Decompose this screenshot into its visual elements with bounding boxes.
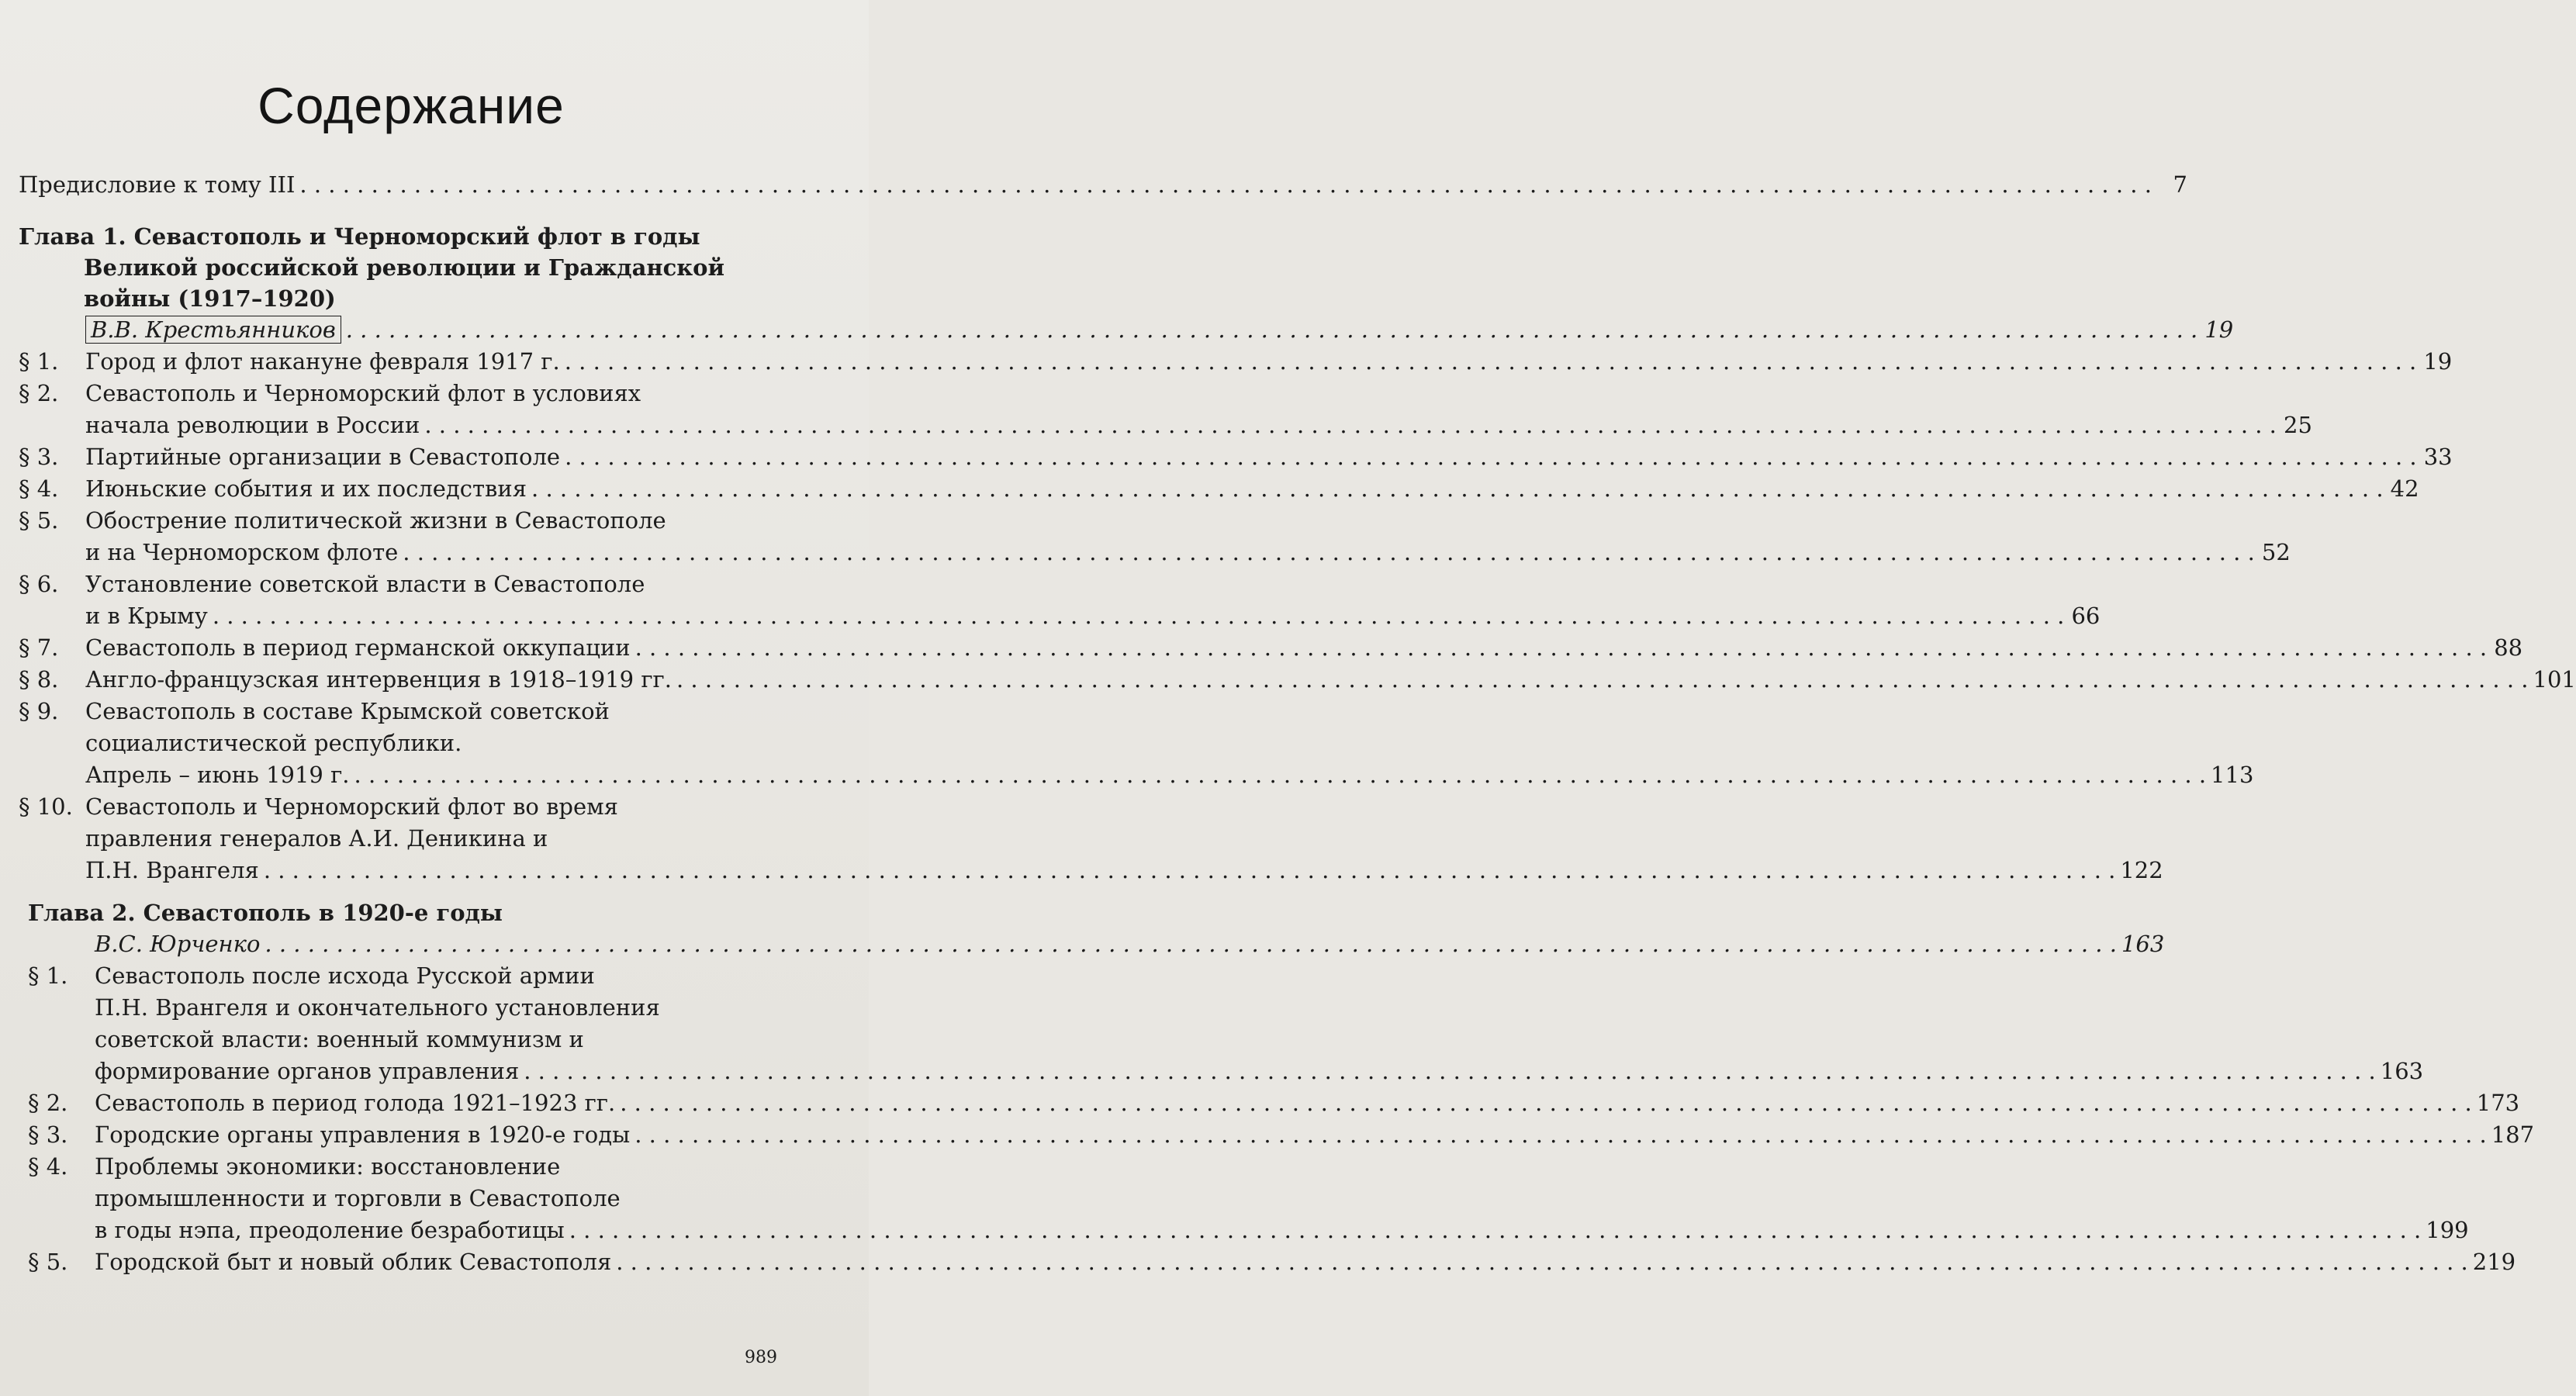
author-name: В.В. Крестьянников [85,316,341,344]
section-number: § 1. [19,348,59,375]
chapter-heading-2: Глава 2. Севастополь в 1920-е годы [28,900,503,926]
entry-title: Предисловие к тому III [19,171,296,198]
entry-title-line: Севастополь в составе Крымской советской [85,698,610,724]
entry-title-line: П.Н. Врангеля [85,857,259,883]
entry-title-line: Англо-французская интервенция в 1918–1919 гг. [85,666,672,693]
entry-page: 33 [2423,444,2453,470]
toc-entry [19,791,2163,886]
chapter-author-1 [19,314,2234,346]
section-number: § 3. [28,1121,68,1148]
toc-entry [19,378,2312,441]
entry-page: 219 [2472,1249,2516,1275]
entry-page: 42 [2390,475,2419,502]
leader-dots [259,855,2116,886]
entry-title-line: правления генералов А.И. Деникина и [85,825,548,852]
chapter-1-sections [19,346,2576,886]
chapter-2-sections [19,960,2535,1278]
section-number: § 3. [19,444,59,470]
chapter-author-2 [19,928,2165,960]
entry-title-line: Проблемы экономики: восстановление [95,1153,561,1180]
section-number: § 9. [19,698,59,724]
entry-title-line: и в Крыму [85,603,208,629]
entry-page: 19 [2423,348,2453,375]
entry-page: 101 [2533,666,2576,693]
leader-dots [527,473,2384,505]
toc-entry [19,346,2453,378]
entry-title-line: Июньские события и их последствия [85,475,527,502]
leader-dots [295,169,2152,201]
leader-dots [611,1246,2468,1278]
author-name: В.С. Юрченко [95,931,261,957]
entry-title-line: социалистической республики. [85,730,462,756]
leader-dots [615,1087,2472,1119]
entry-page: 88 [2494,634,2523,661]
toc-entry [28,960,2424,1087]
entry-title-line: Севастополь в период германской оккупации [85,634,631,661]
section-number: § 4. [28,1153,68,1180]
entry-title-line: Обострение политической жизни в Севастополе [85,507,666,534]
entry-title-line: начала революции в России [85,412,420,438]
entry-page: 25 [2284,412,2312,438]
leader-dots [631,632,2488,664]
toc-entry [28,1087,2520,1119]
section-number: § 6. [19,571,59,597]
table-of-contents [19,169,2576,1278]
entry-title-line: советской власти: военный коммунизм и [95,1026,584,1052]
leader-dots [560,346,2417,378]
section-number: § 4. [19,475,59,502]
leader-dots [208,600,2065,632]
section-number: § 8. [19,666,59,693]
leader-dots [565,1215,2422,1246]
section-number: § 2. [28,1090,68,1116]
entry-title-line: Севастополь и Черноморский флот во время [85,793,618,820]
page-number: 989 [745,1348,777,1367]
leader-dots [560,441,2417,473]
leader-dots [341,314,2198,346]
toc-entry [19,696,2254,791]
entry-title-line: Город и флот накануне февраля 1917 г. [85,348,560,375]
entry-title-line: Городские органы управления в 1920-е годы [95,1121,631,1148]
chapter-heading-1: Глава 1. Севастополь и Черноморский флот в годы Великой российской революции и Гражданской войны (1917–1920) [19,223,725,312]
leader-dots [350,759,2207,791]
entry-page: 52 [2261,539,2291,565]
leader-dots [398,537,2255,568]
leader-dots [519,1056,2376,1087]
section-number: § 1. [28,962,68,989]
entry-title-line: Партийные организации в Севастополе [85,444,561,470]
entry-title-line: формирование органов управления [95,1058,520,1084]
toc-entry [28,1151,2469,1246]
entry-page: 163 [2380,1058,2424,1084]
section-number: § 5. [19,507,59,534]
entry-title-line: Севастополь и Черноморский флот в условиях [85,380,641,406]
toc-entry [19,632,2523,664]
leader-dots [672,664,2529,696]
entry-title-line: в годы нэпа, преодоление безработицы [95,1217,565,1243]
leader-dots [420,409,2277,441]
entry-title-line: П.Н. Врангеля и окончательного установления [95,994,660,1021]
entry-page: 113 [2211,762,2254,788]
entry-title-line: промышленности и торговли в Севастополе [95,1185,621,1211]
entry-title-line: и на Черноморском флоте [85,539,399,565]
toc-entry [28,1119,2535,1151]
toc-entry [19,505,2291,568]
entry-page: 66 [2071,603,2101,629]
entry-page: 7 [2173,171,2187,198]
section-number: § 2. [19,380,59,406]
section-number: § 7. [19,634,59,661]
toc-entry [19,568,2101,632]
section-number: § 10. [19,793,73,820]
leader-dots [630,1119,2487,1151]
entry-page: 199 [2426,1217,2469,1243]
entry-title-line: Апрель – июнь 1919 г. [85,762,350,788]
entry-title-line: Установление советской власти в Севастополе [85,571,645,597]
toc-entry [28,1246,2516,1278]
entry-title-line: Севастополь в период голода 1921–1923 гг. [95,1090,616,1116]
leader-dots [260,928,2117,960]
toc-entry [19,473,2419,505]
page-title: Содержание [258,77,565,134]
entry-page: 122 [2120,857,2163,883]
entry-page: 173 [2476,1090,2520,1116]
entry-title-line: Городской быт и новый облик Севастополя [95,1249,612,1275]
entry-page: 187 [2491,1121,2535,1148]
entry-page: 163 [2121,931,2165,957]
toc-entry [19,664,2576,696]
toc-entry-preface [19,169,2187,201]
entry-title-line: Севастополь после исхода Русской армии [95,962,595,989]
entry-page: 19 [2204,316,2234,343]
toc-entry [19,441,2453,473]
section-number: § 5. [28,1249,68,1275]
